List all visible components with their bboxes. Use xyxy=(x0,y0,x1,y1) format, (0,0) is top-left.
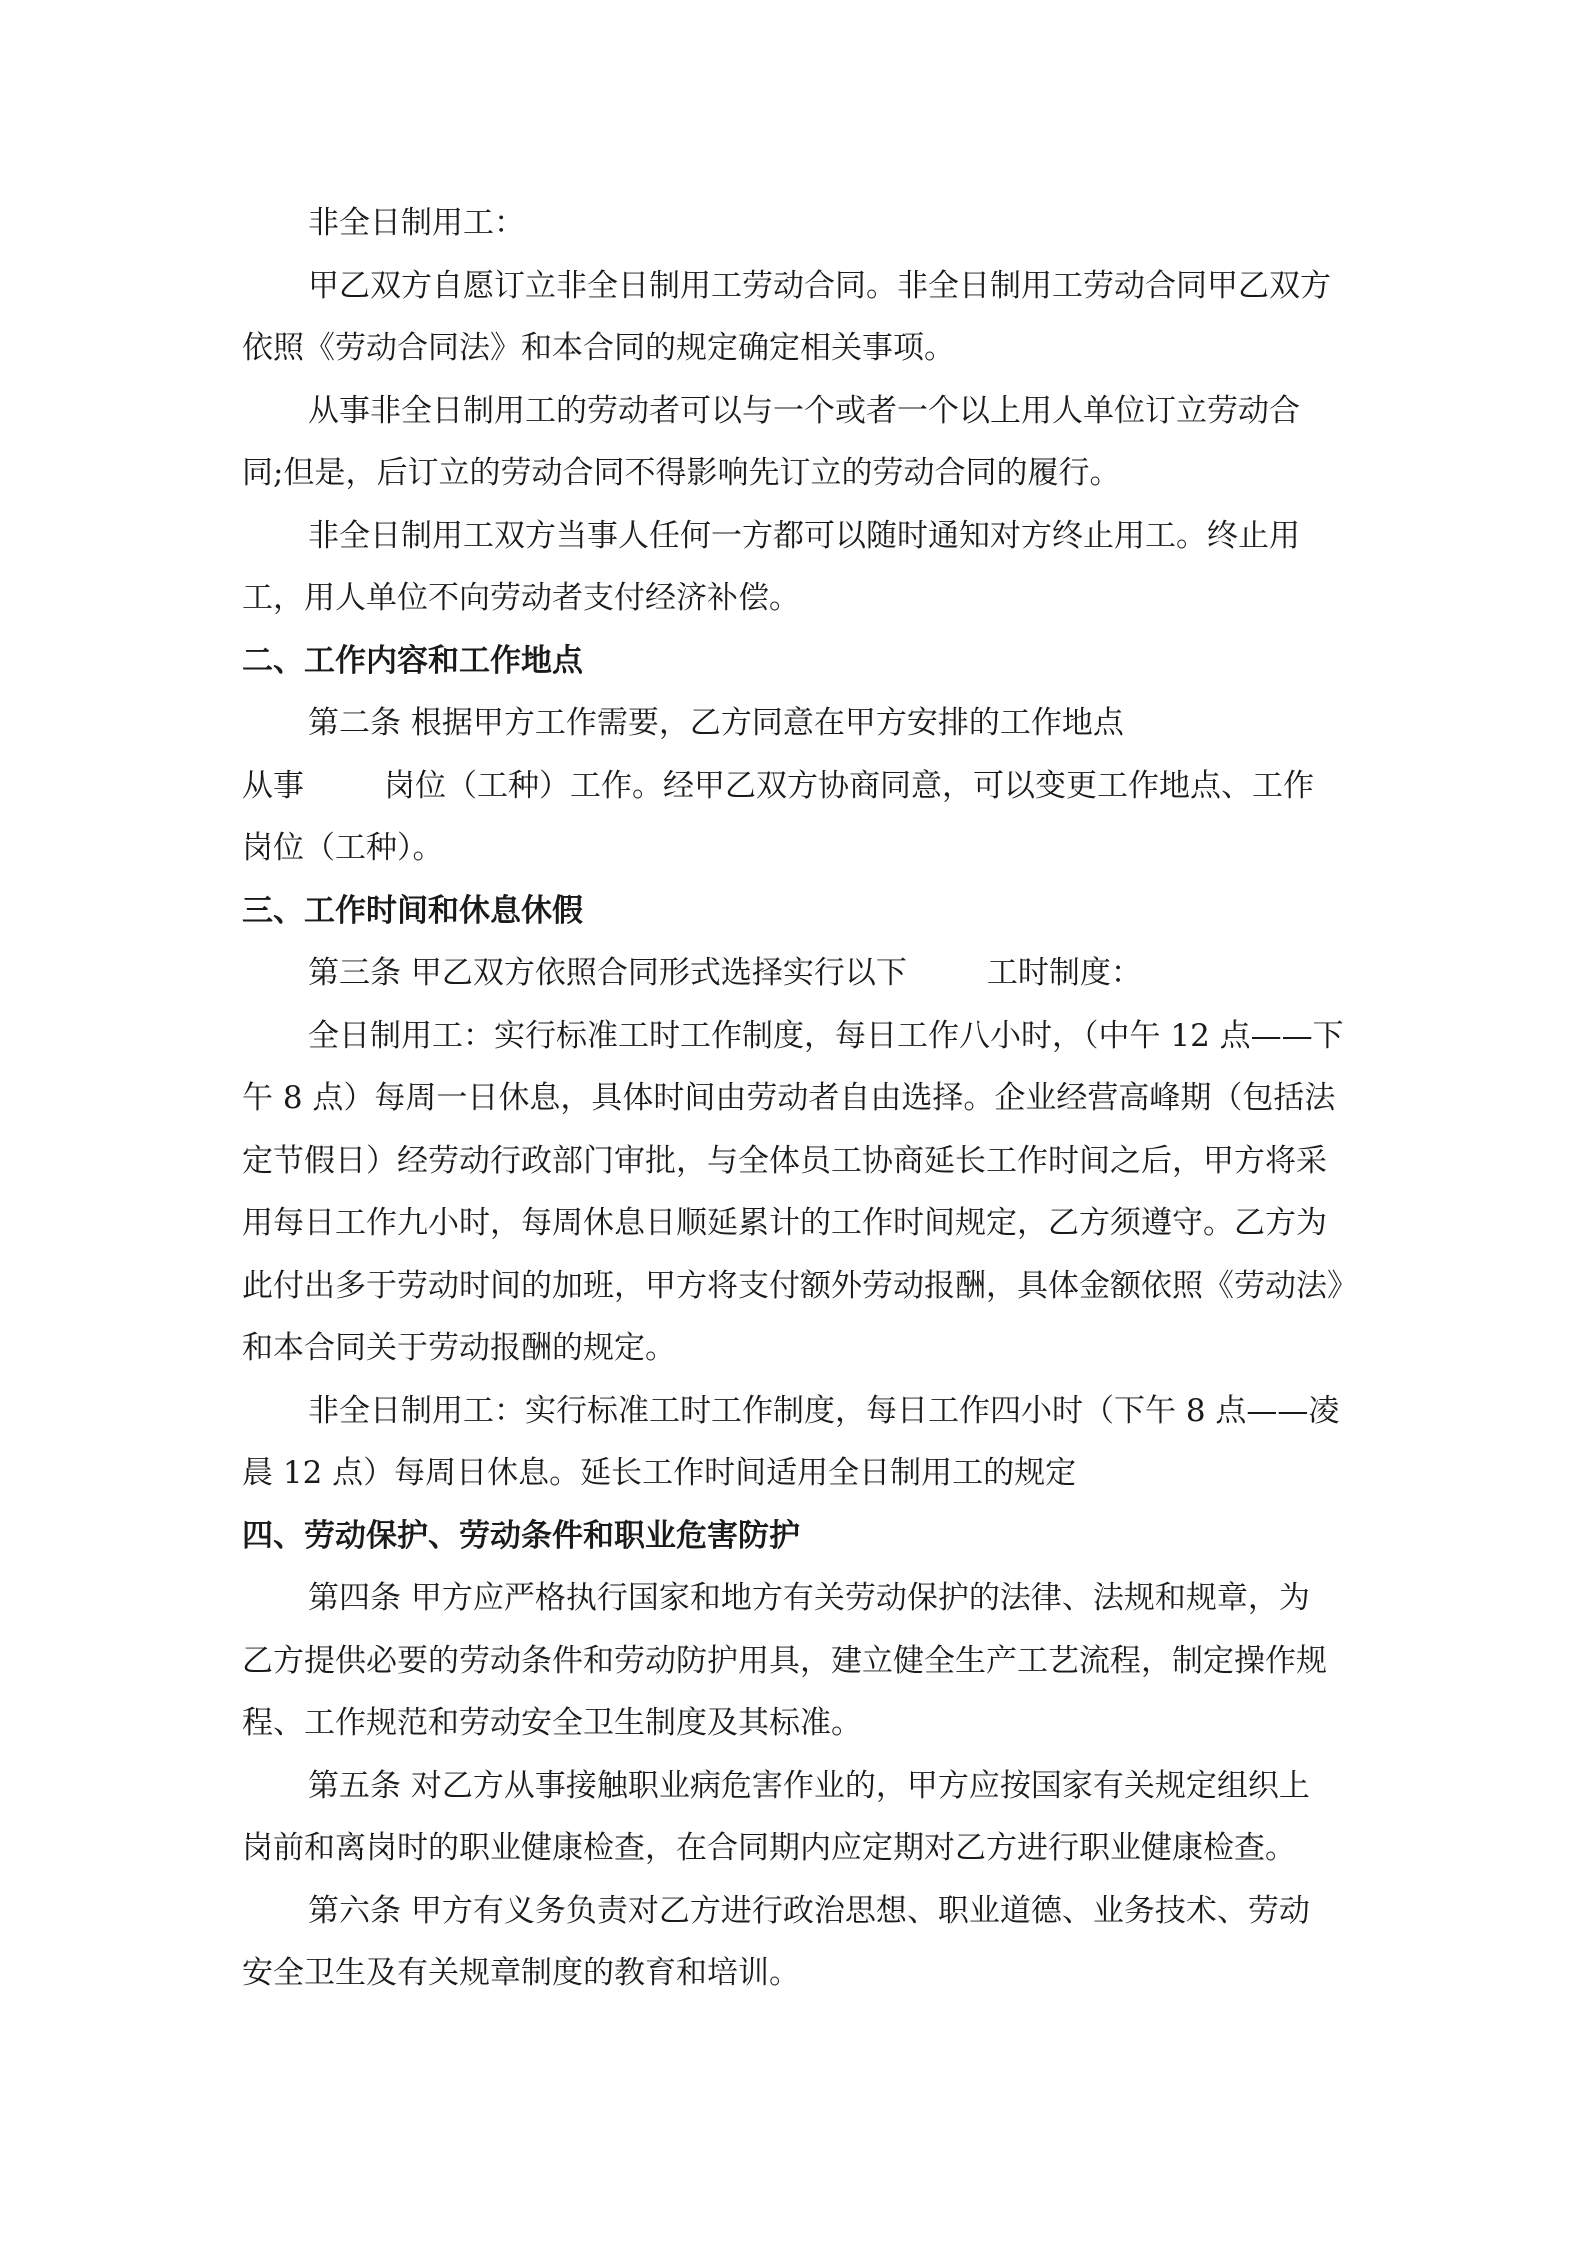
full-time-hours-line: 用每日工作九小时，每周休息日顺延累计的工作时间规定，乙方须遵守。乙方为 xyxy=(242,1205,1327,1241)
full-time-hours-line: 定节假日）经劳动行政部门审批，与全体员工协商延长工作时间之后，甲方将采 xyxy=(242,1142,1327,1179)
article-2-text: 岗位（工种）工作。经甲乙双方协商同意，可以变更工作地点、工作 xyxy=(384,767,1314,804)
article-2-line xyxy=(242,755,1352,818)
paragraph-part-time-line: 甲乙双方自愿订立非全日制用工劳动合同。非全日制用工劳动合同甲乙双方 xyxy=(308,267,1331,304)
article-2-line: 岗位（工种）。 xyxy=(242,830,444,866)
paragraph-part-time-line: 工，用人单位不向劳动者支付经济补偿。 xyxy=(242,580,800,616)
part-time-hours-line: 晨 12 点）每周日休息。延长工作时间适用全日制用工的规定 xyxy=(242,1455,1077,1491)
part-time-hours-line: 非全日制用工：实行标准工时工作制度，每日工作四小时（下午 8 点——凌 xyxy=(308,1392,1340,1429)
article-5-line: 第五条 对乙方从事接触职业病危害作业的，甲方应按国家有关规定组织上 xyxy=(308,1767,1310,1804)
article-4-line: 程、工作规范和劳动安全卫生制度及其标准。 xyxy=(242,1705,862,1741)
full-time-hours-line: 午 8 点）每周一日休息，具体时间由劳动者自由选择。企业经营高峰期（包括法 xyxy=(242,1080,1336,1116)
article-3-text: 工时制度： xyxy=(986,955,1142,991)
section-heading-work-hours: 三、工作时间和休息休假 xyxy=(242,892,583,929)
paragraph-part-time-line: 从事非全日制用工的劳动者可以与一个或者一个以上用人单位订立劳动合 xyxy=(308,392,1300,429)
full-time-hours-line: 和本合同关于劳动报酬的规定。 xyxy=(242,1330,676,1366)
document-body xyxy=(242,192,1358,2005)
paragraph-part-time-title: 非全日制用工： xyxy=(308,205,525,241)
article-6-line: 第六条 甲方有义务负责对乙方进行政治思想、职业道德、业务技术、劳动 xyxy=(308,1892,1310,1929)
section-heading-labor-protection: 四、劳动保护、劳动条件和职业危害防护 xyxy=(242,1517,800,1554)
section-heading-work-content: 二、工作内容和工作地点 xyxy=(242,642,583,679)
article-2-line: 第二条 根据甲方工作需要，乙方同意在甲方安排的工作地点 xyxy=(308,705,1124,741)
paragraph-part-time-line: 非全日制用工双方当事人任何一方都可以随时通知对方终止用工。终止用 xyxy=(308,517,1300,554)
paragraph-part-time-line: 同;但是，后订立的劳动合同不得影响先订立的劳动合同的履行。 xyxy=(242,455,1121,491)
full-time-hours-line: 此付出多于劳动时间的加班，甲方将支付额外劳动报酬，具体金额依照《劳动法》 xyxy=(242,1267,1358,1304)
article-2-text: 从事 xyxy=(242,767,304,804)
article-3-text: 第三条 甲乙双方依照合同形式选择实行以下 xyxy=(308,955,907,991)
article-6-line: 安全卫生及有关规章制度的教育和培训。 xyxy=(242,1955,800,1991)
article-3-line xyxy=(242,942,1352,1005)
paragraph-part-time-line: 依照《劳动合同法》和本合同的规定确定相关事项。 xyxy=(242,330,955,366)
full-time-hours-line: 全日制用工：实行标准工时工作制度，每日工作八小时，（中午 12 点——下 xyxy=(308,1017,1344,1054)
article-4-line: 第四条 甲方应严格执行国家和地方有关劳动保护的法律、法规和规章，为 xyxy=(308,1580,1310,1616)
article-5-line: 岗前和离岗时的职业健康检查，在合同期内应定期对乙方进行职业健康检查。 xyxy=(242,1830,1296,1866)
article-4-line: 乙方提供必要的劳动条件和劳动防护用具，建立健全生产工艺流程，制定操作规 xyxy=(242,1642,1327,1679)
